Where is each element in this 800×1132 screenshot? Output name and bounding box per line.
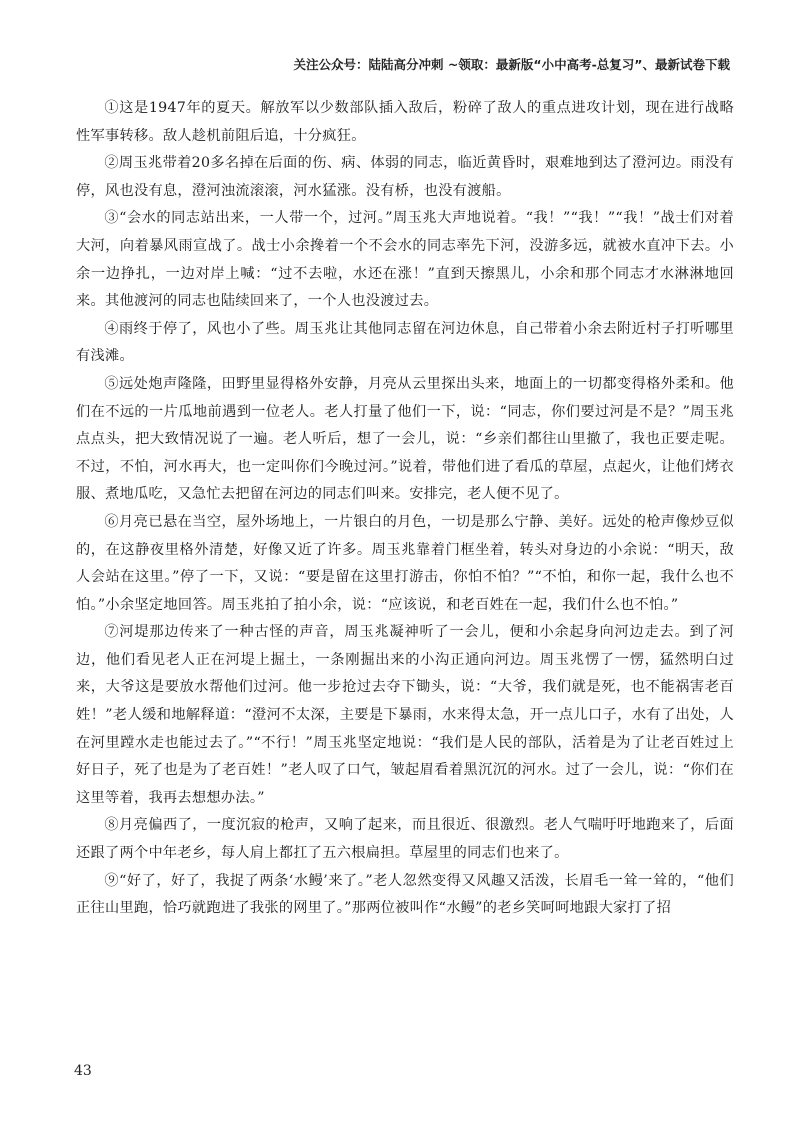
- paragraph-4: ④雨终于停了，风也小了些。周玉兆让其他同志留在河边休息，自己带着小余去附近村子打听哪里有浅滩。: [76, 320, 734, 365]
- paragraph-1: ①这是1947年的夏天。解放军以少数部队插入敌后，粉碎了敌人的重点进攻计划，现在进行战略性军事转移。敌人趁机前阻后追，十分疯狂。: [76, 100, 734, 144]
- paragraph-2: ②周玉兆带着20多名掉在后面的伤、病、体弱的同志，临近黄昏时，艰难地到达了澄河边。雨没有停，风也没有息，澄河浊流滚滚，河水猛涨。没有桥，也没有渡船。: [76, 155, 734, 199]
- page-number: 43: [74, 1063, 92, 1079]
- paragraph-8: ⑧月亮偏西了，一度沉寂的枪声，又响了起来，而且很近、很激烈。老人气喘吁吁地跑来了，后面还跟了两个中年老乡，每人肩上都扛了五六根扁担。草屋里的同志们也来了。: [76, 817, 734, 862]
- paragraph-6: ⑥月亮已悬在当空，屋外场地上，一片银白的月色，一切是那么宁静、美好。远处的枪声像炒豆似的，在这静夜里格外清楚，好像又近了许多。周玉兆靠着门框坐着，转头对身边的小余说：“明天，敌人会站在这里。”停了一下，又说：“要是留在这里打游击，你怕不怕？”“不怕，和你一起，我什么也不怕。”小余坚定地回答。周玉兆拍了拍小余，说：“应该说，和老百姓在一起，我们什么也不怕。”: [76, 513, 734, 613]
- paragraph-9: ⑨“好了，好了，我捉了两条‘水鳗’来了。”老人忽然变得又风趣又活泼，长眉毛一耸一耸的，“他们正往山里跑，恰巧就跑进了我张的网里了。”那两位被叫作“水鳗”的老乡笑呵呵地跟大家打了招: [76, 872, 734, 917]
- paragraph-3: ③“会水的同志站出来，一人带一个，过河。”周玉兆大声地说着。“我！”“我！”“我！”战士们对着大河，向着暴风雨宣战了。战士小余搀着一个不会水的同志率先下河，没游多远，就被水直冲下去。小余一边挣扎，一边对岸上喊：“过不去啦，水还在涨！”直到天擦黑儿，小余和那个同志才水淋淋地回来。其他渡河的同志也陆续回来了，一个人也没渡过去。: [76, 210, 734, 310]
- page-header: 关注公众号：陆陆高分冲刺 ~领取：最新版“小中高考-总复习”、最新试卷下载: [293, 57, 730, 72]
- paragraph-5: ⑤远处炮声隆隆，田野里显得格外安静，月亮从云里探出头来，地面上的一切都变得格外柔和。他们在不远的一片瓜地前遇到一位老人。老人打量了他们一下，说：“同志，你们要过河是不是？”周玉兆点点头，把大致情况说了一遍。老人听后，想了一会儿，说：“乡亲们都往山里撤了，我也正要走呢。不过，不怕，河水再大，也一定叫你们今晚过河。”说着，带他们进了看瓜的草屋，点起火，让他们烤衣服、煮地瓜吃，又急忙去把留在河边的同志们叫来。安排完，老人便不见了。: [76, 375, 734, 503]
- article-body: [76, 95, 734, 923]
- paragraph-7: ⑦河堤那边传来了一种古怪的声音，周玉兆凝神听了一会儿，便和小余起身向河边走去。到了河边，他们看见老人正在河堤上掘土，一条刚掘出来的小沟正通向河边。周玉兆愣了一愣，猛然明白过来，大爷这是要放水帮他们过河。他一步抢过去夺下锄头，说：“大爷，我们就是死，也不能祸害老百姓！”老人缓和地解释道：“澄河不太深，主要是下暴雨，水来得太急，开一点儿口子，水有了出处，人在河里蹚水走也能过去了。”“不行！”周玉兆坚定地说：“我们是人民的部队，活着是为了让老百姓过上好日子，死了也是为了老百姓！”老人叹了口气，皱起眉看着黑沉沉的河水。过了一会儿，说：“你们在这里等着，我再去想想办法。”: [76, 624, 734, 806]
